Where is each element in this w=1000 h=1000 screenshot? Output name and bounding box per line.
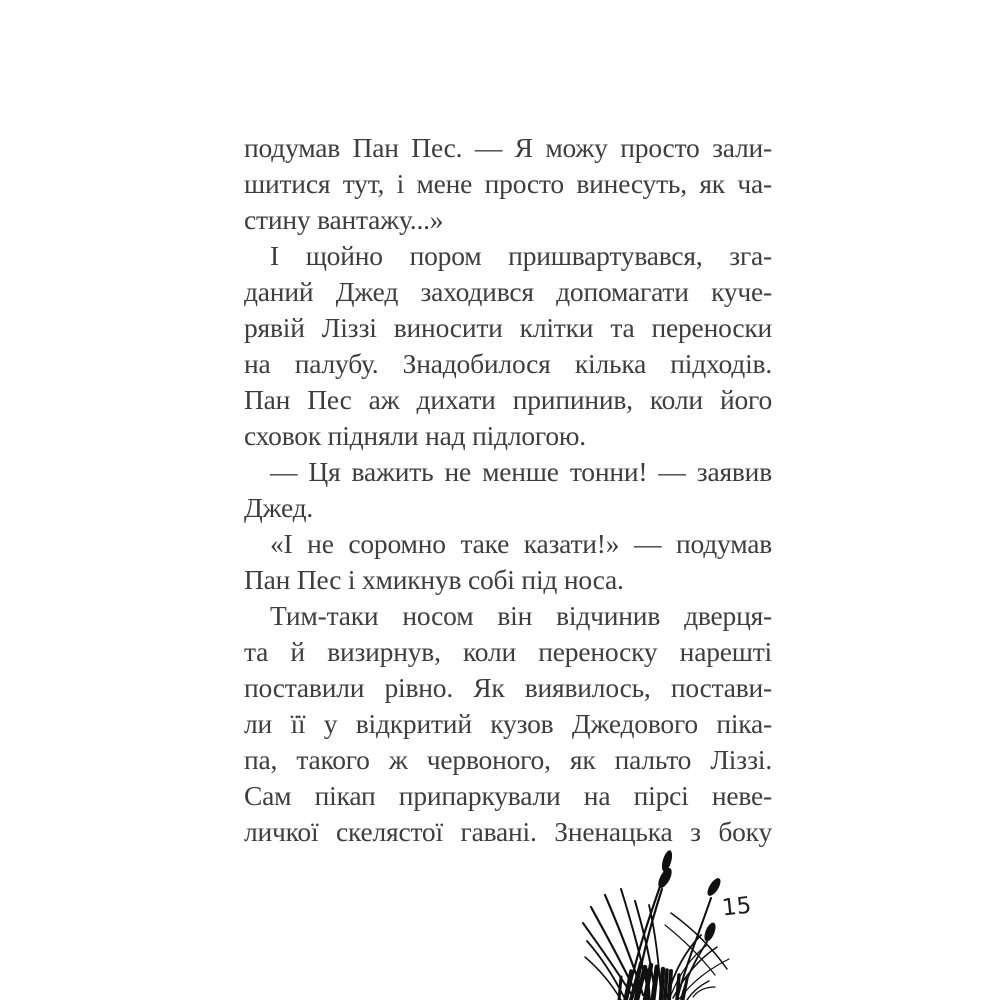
text-line: поставили рівно. Як виявилось, постави- <box>244 672 772 703</box>
grass-illustration <box>575 845 760 1000</box>
body-text <box>244 130 772 850</box>
text-line: рявій Ліззі виносити клітки та переноски <box>244 312 772 343</box>
text-line: Тим-таки носом він відчинив дверця- <box>270 600 772 631</box>
text-line: Пан Пес аж дихати припинив, коли його <box>244 384 772 415</box>
text-line: Сам пікап припаркували на пірсі неве- <box>244 780 772 811</box>
text-line: па, такого ж червоного, як пальто Ліззі. <box>244 744 772 775</box>
text-line: подумав Пан Пес. — Я можу просто зали- <box>244 132 772 163</box>
text-line: — Ця важить не менше тонни! — заявив <box>270 456 772 487</box>
text-line: ли її у відкритий кузов Джедового піка- <box>244 708 772 739</box>
text-line: стину вантажу...» <box>244 204 444 235</box>
text-line: на палубу. Знадобилося кілька підходів. <box>244 348 772 379</box>
text-line: та й визирнув, коли переноску нарешті <box>244 636 772 667</box>
grass-tuft-icon <box>575 845 760 1000</box>
text-line: І щойно пором пришвартувався, зга- <box>270 240 772 271</box>
text-line: даний Джед заходився допомагати куче- <box>244 276 772 307</box>
page-number: 15 <box>720 892 753 922</box>
text-line: Пан Пес і хмикнув собі під носа. <box>244 564 624 595</box>
text-line: шитися тут, і мене просто винесуть, як ча- <box>244 168 772 199</box>
text-line: сховок підняли над підлогою. <box>244 420 586 451</box>
text-line: Джед. <box>244 492 314 523</box>
text-line: «І не соромно таке казати!» — подумав <box>270 528 772 559</box>
text-line: личкої скелястої гавані. Зненацька з боку <box>244 816 772 847</box>
